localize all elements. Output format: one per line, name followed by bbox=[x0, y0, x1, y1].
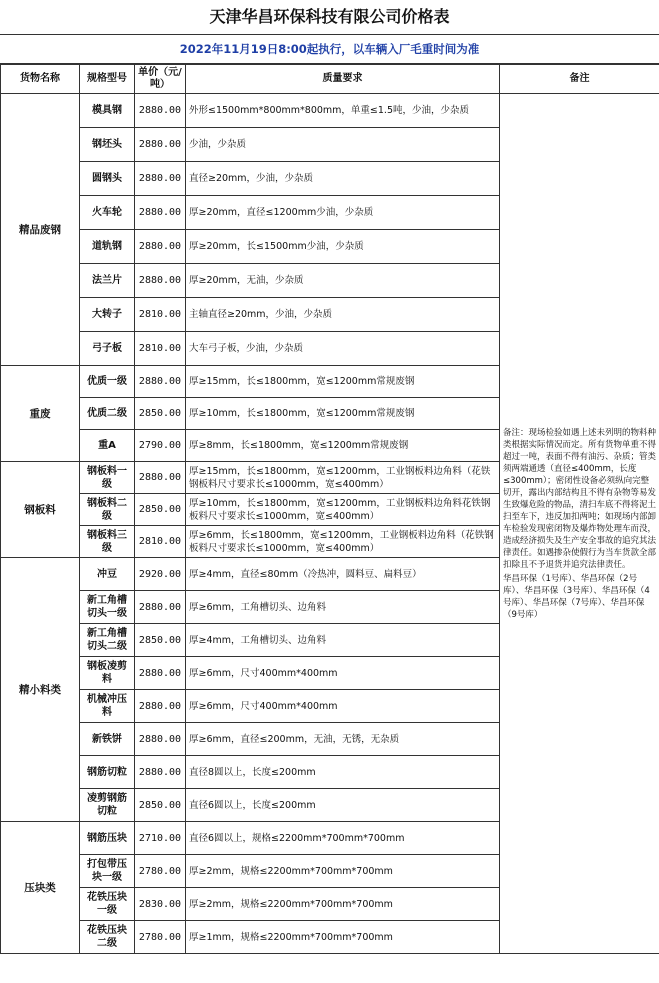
notes-warehouses: 华昌环保（1号库）、华昌环保（2号库）、华昌环保（3号库）、华昌环保（4号库）、华昌环保（7号库）、华昌环保（9号库） bbox=[503, 573, 650, 620]
requirement-cell: 厚≥4mm，直径≤80mm（冷热冲，圆料豆、扁料豆） bbox=[186, 558, 500, 591]
page-title: 天津华昌环保科技有限公司价格表 bbox=[0, 0, 659, 35]
price-cell: 2920.00 bbox=[135, 558, 186, 591]
requirement-cell: 厚≥6mm，尺寸400mm*400mm bbox=[186, 690, 500, 723]
model-cell: 新铁饼 bbox=[80, 723, 135, 756]
price-cell: 2780.00 bbox=[135, 855, 186, 888]
model-cell: 新工角槽切头二级 bbox=[80, 624, 135, 657]
category-cell: 精小料类 bbox=[1, 558, 80, 822]
table-row bbox=[1, 94, 659, 128]
price-cell: 2830.00 bbox=[135, 888, 186, 921]
price-cell: 2880.00 bbox=[135, 196, 186, 230]
requirement-cell: 直径6圆以上，规格≤2200mm*700mm*700mm bbox=[186, 822, 500, 855]
price-cell: 2880.00 bbox=[135, 690, 186, 723]
price-cell: 2880.00 bbox=[135, 756, 186, 789]
effective-date-subtitle: 2022年11月19日8:00起执行，以车辆入厂毛重时间为准 bbox=[0, 35, 659, 64]
price-cell: 2880.00 bbox=[135, 462, 186, 494]
requirement-cell: 厚≥6mm，直径≤200mm，无油，无锈，无杂质 bbox=[186, 723, 500, 756]
requirement-cell: 少油，少杂质 bbox=[186, 128, 500, 162]
requirement-cell: 厚≥2mm，规格≤2200mm*700mm*700mm bbox=[186, 855, 500, 888]
requirement-cell: 厚≥8mm，长≤1800mm，宽≤1200mm常规废钢 bbox=[186, 430, 500, 462]
model-cell: 重A bbox=[80, 430, 135, 462]
model-cell: 钢板料一级 bbox=[80, 462, 135, 494]
requirement-cell: 厚≥1mm，规格≤2200mm*700mm*700mm bbox=[186, 921, 500, 954]
requirement-cell: 厚≥2mm，规格≤2200mm*700mm*700mm bbox=[186, 888, 500, 921]
model-cell: 钢板凌剪料 bbox=[80, 657, 135, 690]
requirement-cell: 直径8圆以上，长度≤200mm bbox=[186, 756, 500, 789]
price-cell: 2880.00 bbox=[135, 162, 186, 196]
category-cell: 压块类 bbox=[1, 822, 80, 954]
model-cell: 道轨钢 bbox=[80, 230, 135, 264]
requirement-cell: 厚≥20mm，长≤1500mm少油，少杂质 bbox=[186, 230, 500, 264]
requirement-cell: 厚≥10mm，长≤1800mm，宽≤1200mm，工业钢板料边角料花铁钢板料尺寸要求长≤1000mm，宽≤400mm） bbox=[186, 494, 500, 526]
table-header-row bbox=[1, 65, 659, 94]
price-cell: 2810.00 bbox=[135, 332, 186, 366]
price-cell: 2880.00 bbox=[135, 264, 186, 298]
requirement-cell: 厚≥6mm，工角槽切头、边角料 bbox=[186, 591, 500, 624]
requirement-cell: 直径≥20mm，少油，少杂质 bbox=[186, 162, 500, 196]
model-cell: 机械冲压料 bbox=[80, 690, 135, 723]
requirement-cell: 厚≥15mm，长≤1800mm，宽≤1200mm常规废钢 bbox=[186, 366, 500, 398]
price-cell: 2880.00 bbox=[135, 723, 186, 756]
header-notes: 备注 bbox=[500, 65, 659, 94]
model-cell: 打包带压块一级 bbox=[80, 855, 135, 888]
header-requirement: 质量要求 bbox=[186, 65, 500, 94]
table-body bbox=[1, 94, 659, 954]
price-cell: 2790.00 bbox=[135, 430, 186, 462]
model-cell: 钢筋压块 bbox=[80, 822, 135, 855]
model-cell: 钢板料三级 bbox=[80, 526, 135, 558]
category-cell: 重废 bbox=[1, 366, 80, 462]
requirement-cell: 直径6圆以上，长度≤200mm bbox=[186, 789, 500, 822]
model-cell: 钢筋切粒 bbox=[80, 756, 135, 789]
model-cell: 花铁压块二级 bbox=[80, 921, 135, 954]
header-price: 单价（元/吨） bbox=[135, 65, 186, 94]
price-cell: 2850.00 bbox=[135, 494, 186, 526]
price-table bbox=[0, 64, 659, 954]
model-cell: 钢板料二级 bbox=[80, 494, 135, 526]
model-cell: 优质二级 bbox=[80, 398, 135, 430]
notes-text: 备注：现场检验如遇上述未列明的物料种类根据实际情况而定。所有货物单重不得超过一吨，表面不得有油污、杂质；管类须两端通透（直径≤400mm，长度≤300mm）；密闭性设备必须纵向完整切开，露出内部结构且不得有杂物等易发生致爆危险的物品，清扫车底不得将泥土扫至车下，违反加扣两吨；如现场内部卸车检验发现密闭物及爆炸物处理车而没，造成经济损失及生产安全事故的追究其法律责任。如遇掺杂使假行为当车货款全部扣除且不予退货并追究法律责任。 bbox=[503, 427, 657, 570]
requirement-cell: 厚≥6mm，长≤1800mm，宽≤1200mm，工业钢板料边角料（花铁钢板料尺寸要求长≤1000mm，宽≤400mm） bbox=[186, 526, 500, 558]
model-cell: 模具钢 bbox=[80, 94, 135, 128]
requirement-cell: 主轴直径≥20mm，少油，少杂质 bbox=[186, 298, 500, 332]
category-cell: 精品废钢 bbox=[1, 94, 80, 366]
requirement-cell: 厚≥6mm，尺寸400mm*400mm bbox=[186, 657, 500, 690]
requirement-cell: 厚≥10mm，长≤1800mm，宽≤1200mm常规废钢 bbox=[186, 398, 500, 430]
category-cell: 钢板料 bbox=[1, 462, 80, 558]
model-cell: 大转子 bbox=[80, 298, 135, 332]
price-cell: 2880.00 bbox=[135, 366, 186, 398]
price-cell: 2880.00 bbox=[135, 591, 186, 624]
model-cell: 圆钢头 bbox=[80, 162, 135, 196]
header-category: 货物名称 bbox=[1, 65, 80, 94]
model-cell: 凌剪钢筋切粒 bbox=[80, 789, 135, 822]
price-cell: 2880.00 bbox=[135, 94, 186, 128]
notes-cell bbox=[500, 94, 659, 954]
model-cell: 冲豆 bbox=[80, 558, 135, 591]
price-cell: 2850.00 bbox=[135, 789, 186, 822]
requirement-cell: 厚≥15mm，长≤1800mm，宽≤1200mm，工业钢板料边角料（花铁钢板料尺寸要求长≤1000mm，宽≤400mm） bbox=[186, 462, 500, 494]
price-cell: 2880.00 bbox=[135, 128, 186, 162]
price-cell: 2850.00 bbox=[135, 398, 186, 430]
model-cell: 新工角槽切头一级 bbox=[80, 591, 135, 624]
requirement-cell: 外形≤1500mm*800mm*800mm，单重≤1.5吨，少油，少杂质 bbox=[186, 94, 500, 128]
price-cell: 2880.00 bbox=[135, 657, 186, 690]
requirement-cell: 厚≥20mm，无油，少杂质 bbox=[186, 264, 500, 298]
requirement-cell: 厚≥4mm，工角槽切头、边角料 bbox=[186, 624, 500, 657]
price-cell: 2810.00 bbox=[135, 526, 186, 558]
price-cell: 2780.00 bbox=[135, 921, 186, 954]
model-cell: 花铁压块一级 bbox=[80, 888, 135, 921]
price-cell: 2710.00 bbox=[135, 822, 186, 855]
model-cell: 优质一级 bbox=[80, 366, 135, 398]
price-cell: 2850.00 bbox=[135, 624, 186, 657]
model-cell: 弓子板 bbox=[80, 332, 135, 366]
model-cell: 钢坯头 bbox=[80, 128, 135, 162]
price-cell: 2880.00 bbox=[135, 230, 186, 264]
model-cell: 法兰片 bbox=[80, 264, 135, 298]
header-model: 规格型号 bbox=[80, 65, 135, 94]
model-cell: 火车轮 bbox=[80, 196, 135, 230]
price-cell: 2810.00 bbox=[135, 298, 186, 332]
requirement-cell: 大车弓子板，少油，少杂质 bbox=[186, 332, 500, 366]
requirement-cell: 厚≥20mm，直径≤1200mm少油，少杂质 bbox=[186, 196, 500, 230]
